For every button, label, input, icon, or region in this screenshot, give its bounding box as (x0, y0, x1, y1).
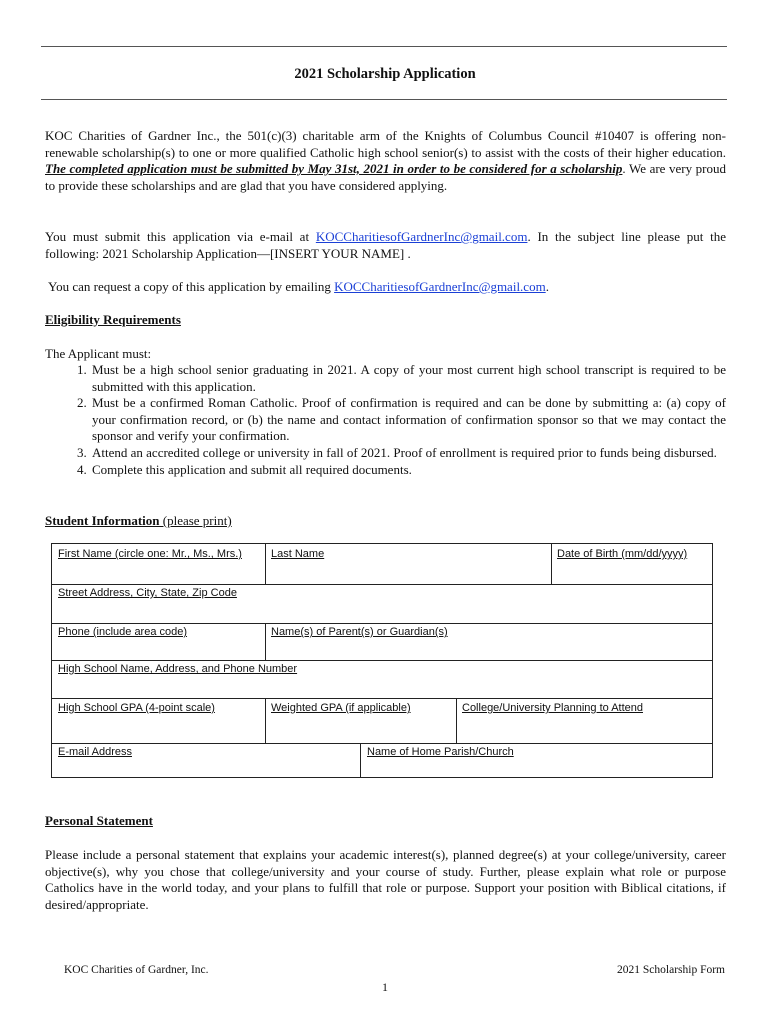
form-col-divider (265, 544, 266, 584)
form-col-divider (551, 544, 552, 584)
eligibility-list (45, 362, 726, 478)
intro-paragraph (45, 128, 726, 194)
form-col-divider (265, 623, 266, 660)
parents-field[interactable]: Name(s) of Parent(s) or Guardian(s) (271, 626, 448, 638)
eligibility-item: 2. Must be a confirmed Roman Catholic. Proof of confirmation is required and can be done by submitting a: (a) copy of your confirmation record, or (b) the name and contact information of confirmation sponsor so that we may contact the sponsor and verify your confirmation. (90, 395, 726, 445)
eligibility-item: 1. Must be a high school senior graduating in 2021. A copy of your most current high school transcript is required to be submitted with this application. (90, 362, 726, 395)
form-row-divider (52, 743, 712, 744)
deadline-notice: The completed application must be submitted by May 31st, 2021 in order to be considered for a scholarship (45, 161, 623, 177)
eligibility-heading: Eligibility Requirements (45, 312, 181, 327)
student-info-heading (45, 513, 232, 529)
submit-text-end: . In the subject line please put the following: 2021 Scholarship Application—[INSERT YOUR NAME] . (45, 229, 726, 261)
personal-statement-text: Please include a personal statement that explains your academic interest(s), planned degree(s) at your college/university, career objective(s), why you chose that college/university and your course of study. Further, please explain what role or purpose Catholics have in the world today, and your plans to fulfill that role or purpose. Support your position with Biblical citations, if desired/appropriate. (45, 847, 726, 912)
college-field[interactable]: College/University Planning to Attend (462, 702, 643, 714)
eligibility-item: 4. Complete this application and submit all required documents. (90, 462, 726, 479)
form-row-divider (52, 698, 712, 699)
submit-paragraph (45, 229, 726, 262)
phone-field[interactable]: Phone (include area code) (58, 626, 188, 638)
student-info-form (51, 543, 713, 778)
student-info-heading-text: Student Information (45, 513, 160, 528)
form-col-divider (265, 698, 266, 743)
footer-left: KOC Charities of Gardner, Inc. (64, 964, 209, 976)
copy-request-text-end: . (545, 279, 549, 294)
eligibility-lead: The Applicant must: (45, 346, 152, 361)
form-row-divider (52, 623, 712, 624)
personal-statement-heading: Personal Statement (45, 813, 153, 828)
form-row-divider (52, 584, 712, 585)
copy-request-email-link[interactable]: KOCCharitiesofGardnerInc@gmail.com (334, 279, 546, 294)
page-title: 2021 Scholarship Application (294, 66, 476, 82)
submit-text: You must submit this application via e-mail at (45, 229, 316, 244)
dob-field[interactable]: Date of Birth (mm/dd/yyyy) (557, 548, 688, 560)
first-name-field[interactable]: First Name (circle one: Mr., Ms., Mrs.) (58, 548, 242, 560)
weighted-gpa-field[interactable]: Weighted GPA (if applicable) (271, 702, 411, 714)
intro-text: KOC Charities of Gardner Inc., the 501(c)(3) charitable arm of the Knights of Columbus Council #10407 is offering non-renewable scholarship(s) to one or more qualified Catholic high school senior(s) to assist with the costs of their higher education. (45, 128, 726, 160)
gpa-field[interactable]: High School GPA (4-point scale) (58, 702, 215, 714)
high-school-field[interactable]: High School Name, Address, and Phone Number (58, 663, 298, 675)
parish-field[interactable]: Name of Home Parish/Church (367, 746, 514, 758)
page-number: 1 (382, 980, 388, 994)
form-row-divider (52, 660, 712, 661)
email-field[interactable]: E-mail Address (58, 746, 132, 758)
top-rule (41, 46, 727, 47)
last-name-field[interactable]: Last Name (271, 548, 325, 560)
form-col-divider (456, 698, 457, 743)
address-field[interactable]: Street Address, City, State, Zip Code (58, 587, 237, 599)
copy-request-paragraph (48, 279, 729, 296)
footer-right: 2021 Scholarship Form (617, 964, 725, 976)
submit-email-link[interactable]: KOCCharitiesofGardnerInc@gmail.com (315, 229, 528, 244)
student-info-note: (please print) (159, 513, 232, 528)
eligibility-item: 3. Attend an accredited college or university in fall of 2021. Proof of enrollment is required prior to funds being disbursed. (90, 445, 726, 462)
intro-text-end: . We are very proud to provide these scholarships and are glad that you have considered applying. (45, 161, 727, 193)
form-col-divider (360, 743, 361, 777)
title-rule (41, 99, 727, 100)
copy-request-text: You can request a copy of this application by emailing (48, 279, 335, 294)
